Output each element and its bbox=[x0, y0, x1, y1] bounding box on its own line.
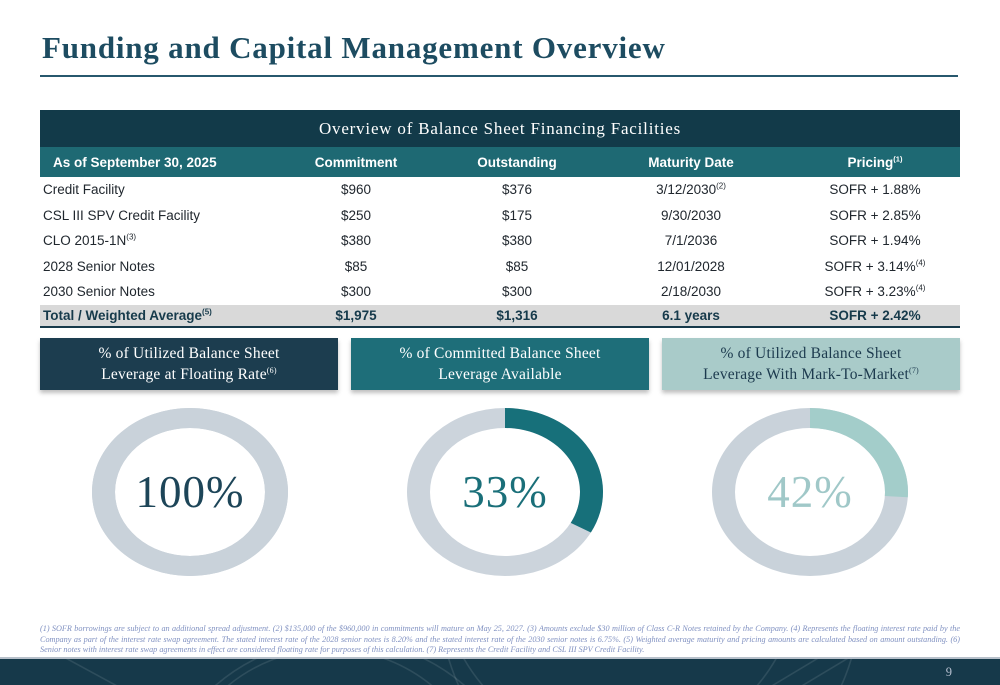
table-row bbox=[40, 203, 960, 229]
table-header-row bbox=[40, 147, 960, 177]
pricing-value: SOFR + 3.14%$^{(4)}$ bbox=[824, 258, 926, 274]
commitment-value: $250 bbox=[340, 207, 372, 223]
table-row bbox=[40, 254, 960, 280]
maturity-value: 7/1/2036 bbox=[664, 233, 718, 249]
column-header-commitment: Commitment bbox=[314, 154, 398, 170]
maturity-value: 3/12/2030$^{(2)}$ bbox=[656, 181, 726, 198]
donut-value-label: 33% bbox=[462, 467, 548, 517]
pricing-value: SOFR + 1.88% bbox=[829, 182, 921, 198]
facility-name: 2028 Senior Notes bbox=[43, 258, 155, 274]
donut-value-label: 100% bbox=[135, 467, 245, 517]
total-maturity: 6.1 years bbox=[662, 307, 720, 323]
commitment-value: $960 bbox=[340, 182, 372, 198]
table-row bbox=[40, 279, 960, 305]
pricing-value: SOFR + 2.85% bbox=[829, 207, 921, 223]
financing-facilities-table bbox=[40, 110, 960, 328]
facility-name: CSL III SPV Credit Facility bbox=[43, 207, 201, 223]
total-outstanding: $1,316 bbox=[496, 307, 538, 323]
donut-chart-leverage-available bbox=[405, 406, 605, 578]
outstanding-value: $175 bbox=[501, 207, 533, 223]
outstanding-value: $376 bbox=[501, 182, 533, 198]
maturity-value: 9/30/2030 bbox=[660, 207, 722, 223]
table-total-row bbox=[40, 305, 960, 328]
column-header-maturity-date: Maturity Date bbox=[648, 154, 734, 170]
outstanding-value: $300 bbox=[501, 284, 533, 300]
page-title: Funding and Capital Management Overview bbox=[42, 30, 666, 65]
pricing-value: SOFR + 3.23%$^{(4)}$ bbox=[824, 283, 926, 300]
column-header-outstanding: Outstanding bbox=[477, 154, 557, 170]
kpi-header-mark-to-market: % of Utilized Balance Sheet Leverage With Mark-To-Market$^{(7)}$ bbox=[662, 338, 960, 390]
total-commitment: $1,975 bbox=[335, 307, 377, 323]
commitment-value: $380 bbox=[340, 233, 372, 249]
total-label: Total / Weighted Average$^{(5)}$ bbox=[43, 307, 212, 323]
table-title: Overview of Balance Sheet Financing Facilities bbox=[40, 110, 960, 147]
commitment-value: $85 bbox=[344, 258, 368, 274]
donut-value-label: 42% bbox=[767, 467, 853, 517]
footnotes: (1) SOFR borrowings are subject to an additional spread adjustment. (2) $135,000 of the $960,000 in commitments will mature on May 25, 2027. (3) Amounts exclude $30 million of Class C-R Notes retained by the Company. (4) Represents the floating interest rate paid by the Company as part of the interest rate swap agreement. The stated interest rate of the 2028 senior notes is 8.20% and the stated interest rate of the 2030 senior notes is 6.75%. (5) Weighted average maturity and pricing amounts are calculated based on amount outstanding. (6) Senior notes with interest rate swap agreements in effect are considered floating rate for purposes of this calculation. (7) Represents the Credit Facility and CSL III SPV Credit Facility. bbox=[40, 624, 960, 654]
title-underline bbox=[40, 75, 958, 77]
bottom-bar bbox=[0, 657, 1000, 685]
table-row bbox=[40, 228, 960, 254]
outstanding-value: $85 bbox=[505, 258, 529, 274]
donut-chart-mark-to-market bbox=[710, 406, 910, 578]
table-row bbox=[40, 177, 960, 203]
column-header-pricing: Pricing$^{(1)}$ bbox=[847, 154, 903, 170]
outstanding-value: $380 bbox=[501, 233, 533, 249]
total-pricing: SOFR + 2.42% bbox=[829, 307, 921, 323]
kpi-header-leverage-available: % of Committed Balance Sheet Leverage Available bbox=[351, 338, 649, 390]
commitment-value: $300 bbox=[340, 284, 372, 300]
maturity-value: 2/18/2030 bbox=[660, 284, 722, 300]
facility-name: Credit Facility bbox=[43, 182, 125, 198]
kpi-header-floating-rate: % of Utilized Balance Sheet Leverage at Floating Rate$^{(6)}$ bbox=[40, 338, 338, 390]
column-header-as-of-date: As of September 30, 2025 bbox=[53, 154, 217, 170]
facility-name: CLO $2015-1N^{(3)}$ bbox=[43, 232, 137, 249]
maturity-value: 12/01/2028 bbox=[657, 258, 725, 274]
facility-name: 2030 Senior Notes bbox=[43, 284, 155, 300]
pricing-value: SOFR + 1.94% bbox=[829, 233, 921, 249]
page-number: 9 bbox=[945, 665, 952, 679]
donut-chart-floating-rate bbox=[90, 406, 290, 578]
decorative-swirls-icon bbox=[0, 659, 1000, 685]
